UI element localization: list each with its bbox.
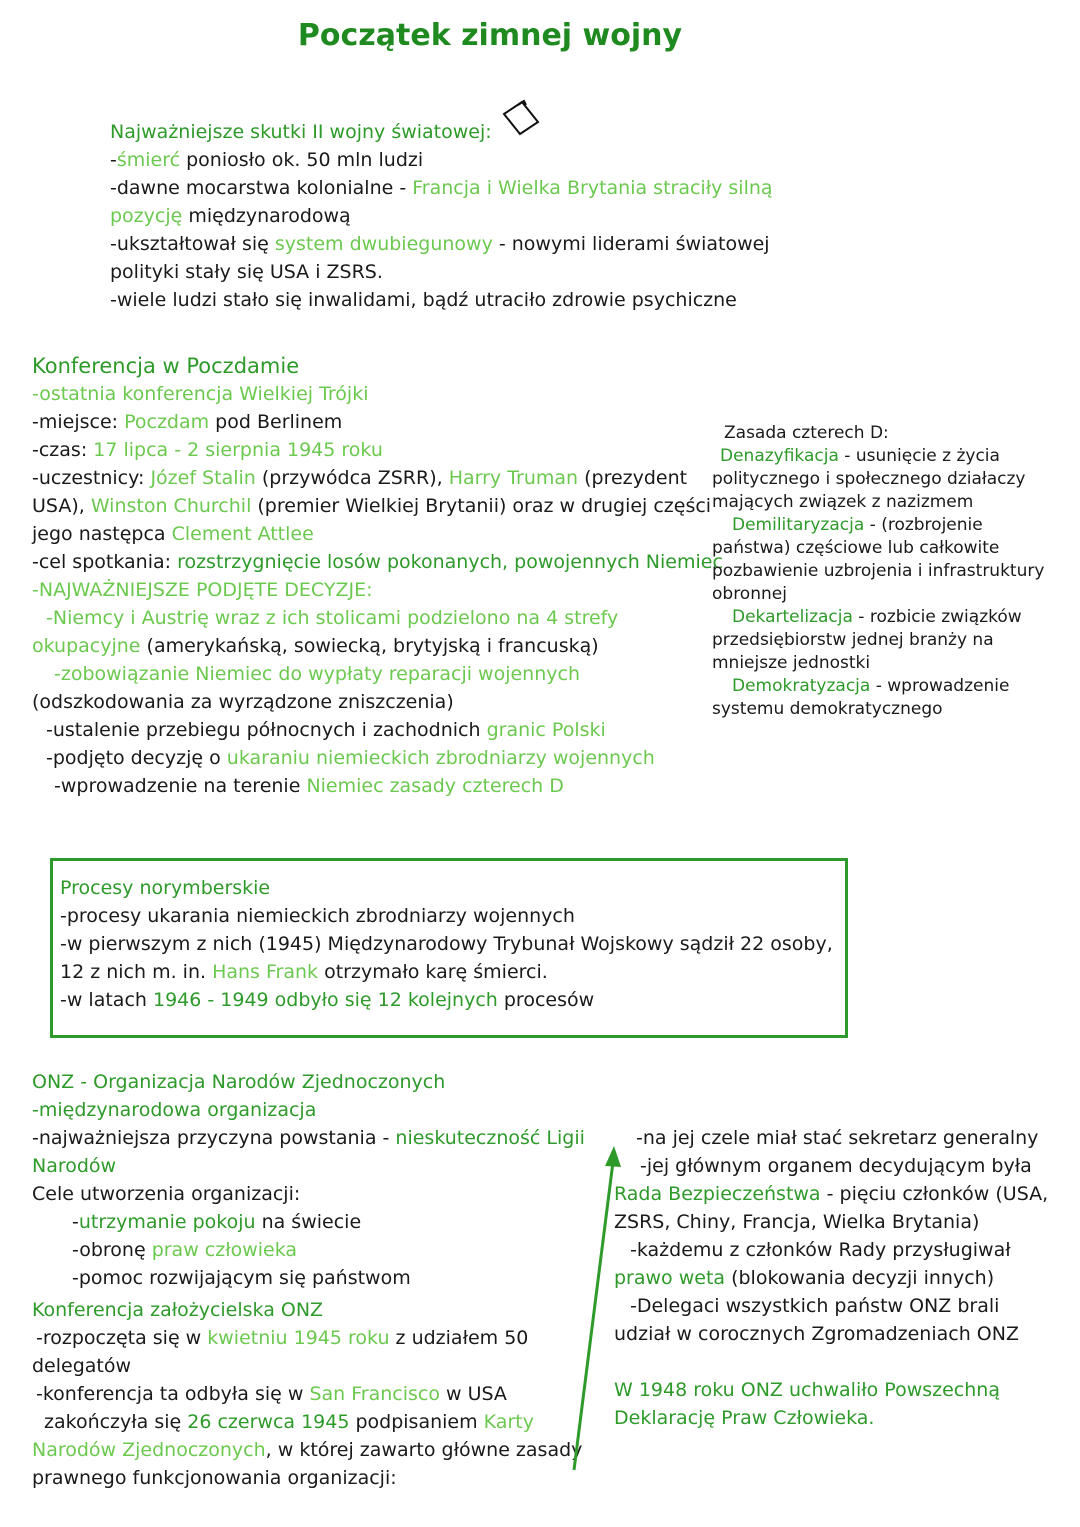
onz-line: -pomoc rozwijającym się państwom bbox=[72, 1267, 411, 1289]
onz-line: -obronę praw człowieka bbox=[72, 1239, 298, 1261]
skutki-section bbox=[110, 118, 773, 314]
onz-line: Narodów bbox=[32, 1155, 117, 1177]
poczdam-line: okupacyjne (amerykańską, sowiecką, brytyjską i francuską) bbox=[32, 635, 599, 657]
poczdam-line: -zobowiązanie Niemiec do wypłaty reparacji wojennych bbox=[54, 663, 580, 685]
norymberga-line: -w pierwszym z nich (1945) Międzynarodowy Trybunał Wojskowy sądził 22 osoby, bbox=[60, 933, 833, 955]
norymberga-line: -w latach 1946 - 1949 odbyło się 12 kolejnych procesów bbox=[60, 989, 595, 1011]
poczdam-line: -uczestnicy: Józef Stalin (przywódca ZSRR), Harry Truman (prezydent bbox=[32, 467, 688, 489]
skutki-line: -dawne mocarstwa kolonialne - Francja i Wielka Brytania straciły silną bbox=[110, 177, 773, 199]
poczdam-line: -cel spotkania: rozstrzygnięcie losów pokonanych, powojennych Niemiec bbox=[32, 551, 723, 573]
onz-konf-heading: Konferencja założycielska ONZ bbox=[32, 1299, 324, 1321]
onz-line: -konferencja ta odbyła się w San Francisco w USA bbox=[36, 1383, 507, 1405]
cztery-d-line: państwa) częściowe lub całkowite bbox=[712, 538, 1000, 558]
onz-line: -rozpoczęta się w kwietniu 1945 roku z udziałem 50 bbox=[36, 1327, 529, 1349]
poczdam-line: -miejsce: Poczdam pod Berlinem bbox=[32, 411, 343, 433]
skutki-line: pozycję międzynarodową bbox=[110, 205, 351, 227]
onz-section bbox=[32, 1068, 585, 1492]
poczdam-line: -Niemcy i Austrię wraz z ich stolicami podzielono na 4 strefy bbox=[46, 607, 619, 629]
onz-right-line: udział w corocznych Zgromadzeniach ONZ bbox=[614, 1323, 1019, 1345]
norymberga-line: -procesy ukarania niemieckich zbrodniarzy wojennych bbox=[60, 905, 575, 927]
skutki-line: -ukształtował się system dwubiegunowy - nowymi liderami światowej bbox=[110, 233, 770, 255]
onz-line: Narodów Zjednoczonych, w której zawarto główne zasady bbox=[32, 1439, 583, 1461]
cztery-d-line: przedsiębiorstw jednej branży na bbox=[712, 630, 994, 650]
onz-right-line: W 1948 roku ONZ uchwaliło Powszechną bbox=[614, 1379, 1000, 1401]
onz-line: -międzynarodowa organizacja bbox=[32, 1099, 317, 1121]
norymberga-line: 12 z nich m. in. Hans Frank otrzymało karę śmierci. bbox=[60, 961, 548, 983]
poczdam-line: -ustalenie przebiegu północnych i zachodnich granic Polski bbox=[46, 719, 606, 741]
poczdam-section bbox=[32, 352, 723, 800]
poczdam-line: -czas: 17 lipca - 2 sierpnia 1945 roku bbox=[32, 439, 383, 461]
poczdam-line: -NAJWAŻNIEJSZE PODJĘTE DECYZJE: bbox=[32, 579, 373, 601]
cztery-d-line: obronnej bbox=[712, 584, 787, 604]
poczdam-line: (odszkodowania za wyrządzone zniszczenia) bbox=[32, 691, 454, 713]
onz-right-line: prawo weta (blokowania decyzji innych) bbox=[614, 1267, 995, 1289]
poczdam-line: -ostatnia konferencja Wielkiej Trójki bbox=[32, 383, 369, 405]
cztery-d-line: mających związek z nazizmem bbox=[712, 492, 974, 512]
skutki-line: -śmierć poniosło ok. 50 mln ludzi bbox=[110, 149, 424, 171]
onz-line: prawnego funkcjonowania organizacji: bbox=[32, 1467, 397, 1489]
poczdam-line: USA), Winston Churchil (premier Wielkiej Brytanii) oraz w drugiej części bbox=[32, 495, 712, 517]
norymberga-heading: Procesy norymberskie bbox=[60, 877, 271, 899]
cztery-d-line: mniejsze jednostki bbox=[712, 653, 871, 673]
poczdam-line: jego następca Clement Attlee bbox=[32, 523, 314, 545]
onz-heading: ONZ - Organizacja Narodów Zjednoczonych bbox=[32, 1071, 446, 1093]
onz-line: delegatów bbox=[32, 1355, 132, 1377]
onz-right-line: -każdemu z członków Rady przysługiwał bbox=[630, 1239, 1011, 1261]
cztery-d-line: Denazyfikacja - usunięcie z życia bbox=[720, 446, 1000, 466]
poczdam-line: -podjęto decyzję o ukaraniu niemieckich zbrodniarzy wojennych bbox=[46, 747, 655, 769]
cztery-d-line: Demokratyzacja - wprowadzenie bbox=[732, 676, 1010, 696]
cztery-d-line: Dekartelizacja - rozbicie związków bbox=[732, 607, 1022, 627]
onz-right-line: -na jej czele miał stać sekretarz generalny bbox=[636, 1127, 1039, 1149]
cztery-d-section bbox=[712, 422, 1044, 721]
onz-right-line: Deklarację Praw Człowieka. bbox=[614, 1407, 875, 1429]
onz-right-line: ZSRS, Chiny, Francja, Wielka Brytania) bbox=[614, 1211, 980, 1233]
onz-line: zakończyła się 26 czerwca 1945 podpisaniem Karty bbox=[44, 1411, 534, 1433]
onz-right-line: -jej głównym organem decydującym była bbox=[640, 1155, 1032, 1177]
onz-line: Cele utworzenia organizacji: bbox=[32, 1183, 301, 1205]
skutki-line: -wiele ludzi stało się inwalidami, bądź utraciło zdrowie psychiczne bbox=[110, 289, 737, 311]
skutki-line: polityki stały się USA i ZSRS. bbox=[110, 261, 383, 283]
onz-right-line: -Delegaci wszystkich państw ONZ brali bbox=[630, 1295, 1000, 1317]
cztery-d-line: systemu demokratycznego bbox=[712, 699, 943, 719]
onz-line: -utrzymanie pokoju na świecie bbox=[72, 1211, 362, 1233]
cztery-d-line: Demilitaryzacja - (rozbrojenie bbox=[732, 515, 983, 535]
skutki-heading: Najważniejsze skutki II wojny światowej: bbox=[110, 121, 492, 143]
cztery-d-line: pozbawienie uzbrojenia i infrastruktury bbox=[712, 561, 1045, 581]
onz-right-line: Rada Bezpieczeństwa - pięciu członków (USA, bbox=[614, 1183, 1049, 1205]
poczdam-line: -wprowadzenie na terenie Niemiec zasady czterech D bbox=[54, 775, 564, 797]
poczdam-heading: Konferencja w Poczdamie bbox=[32, 354, 300, 378]
cztery-d-heading: Zasada czterech D: bbox=[724, 423, 889, 443]
onz-line: -najważniejsza przyczyna powstania - nieskuteczność Ligii bbox=[32, 1127, 585, 1149]
norymberga-section bbox=[60, 874, 833, 1014]
onz-right-section bbox=[614, 1124, 1048, 1432]
page-title: Początek zimnej wojny bbox=[297, 18, 683, 53]
cztery-d-line: politycznego i społecznego działaczy bbox=[712, 469, 1026, 489]
